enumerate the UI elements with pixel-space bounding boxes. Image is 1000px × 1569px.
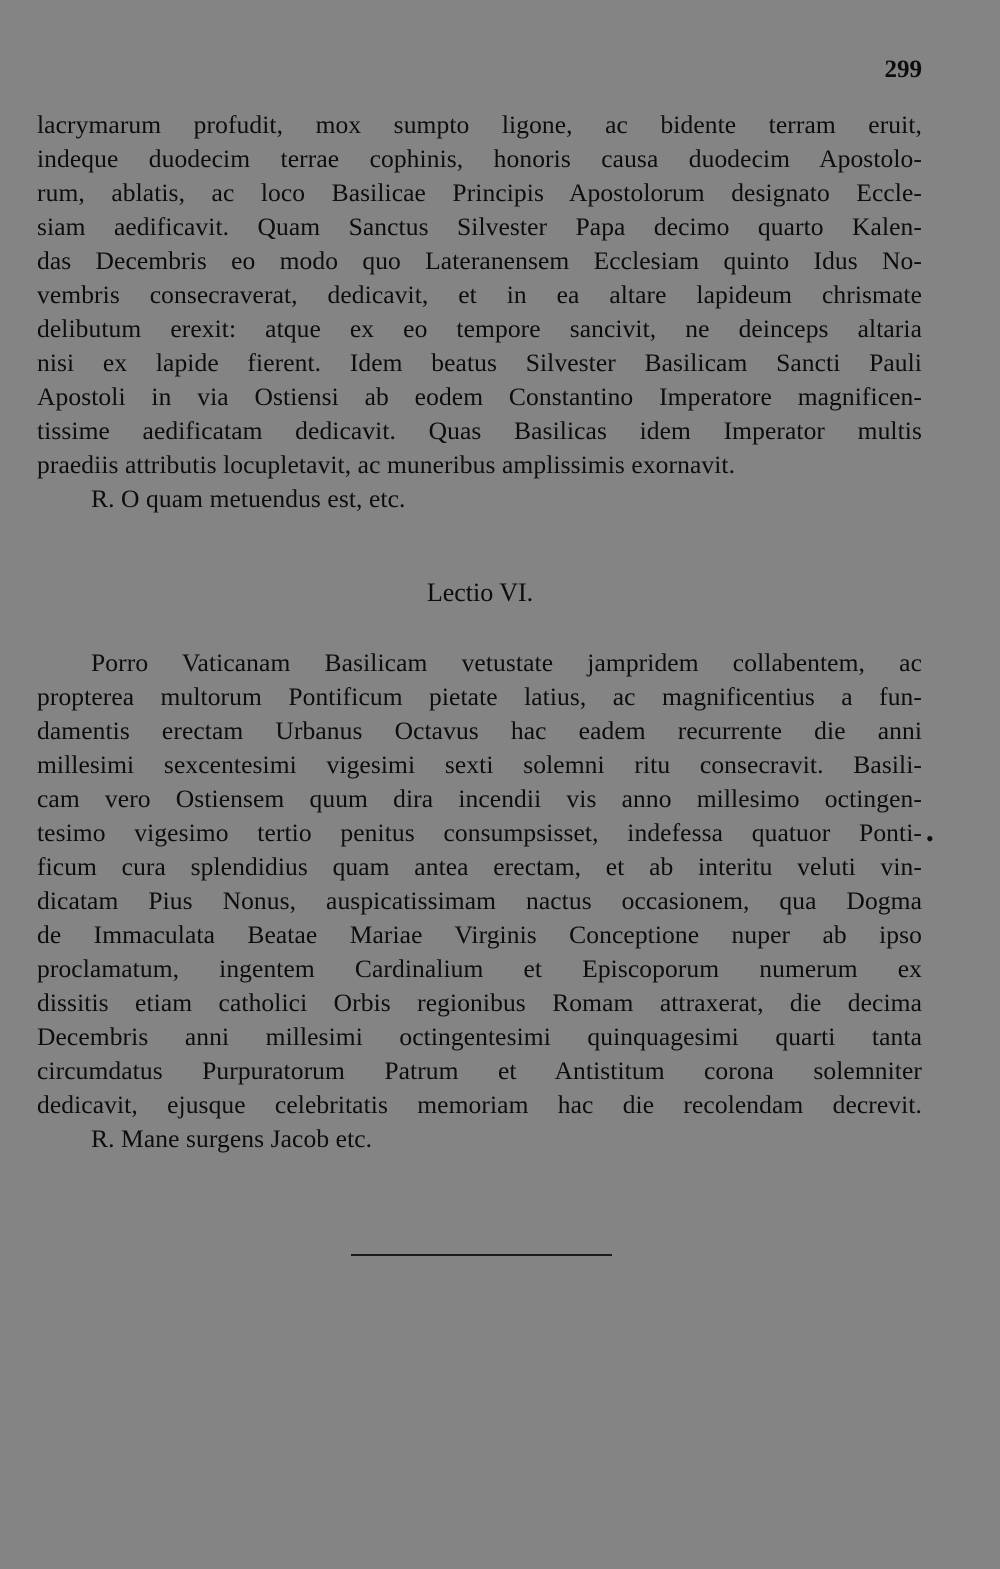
text-line: Decembris anni millesimi octingentesimi quinquagesimi quarti tanta	[37, 1022, 922, 1051]
text-line: Porro Vaticanam Basilicam vetustate jampridem collabentem, ac	[91, 648, 922, 677]
text-line: cam vero Ostiensem quum dira incendii vis anno millesimo octingen-	[37, 784, 922, 813]
responsory: R. Mane surgens Jacob etc.	[91, 1124, 373, 1153]
text-line: tissime aedificatam dedicavit. Quas Basilicas idem Imperator multis	[37, 416, 922, 445]
text-line: millesimi sexcentesimi vigesimi sexti solemni ritu consecravit. Basili-	[37, 750, 922, 779]
text-line: indeque duodecim terrae cophinis, honoris causa duodecim Apostolo-	[37, 144, 922, 173]
text-line: circumdatus Purpuratorum Patrum et Antistitum corona solemniter	[37, 1056, 922, 1085]
lesson-vi-text	[37, 646, 922, 1156]
text-line: Apostoli in via Ostiensi ab eodem Constantino Imperatore magnificen-	[37, 382, 922, 411]
text-line: siam aedificavit. Quam Sanctus Silvester Papa decimo quarto Kalen-	[37, 212, 922, 241]
text-line: proclamatum, ingentem Cardinalium et Episcoporum numerum ex	[37, 954, 922, 983]
responsory: R. O quam metuendus est, etc.	[91, 484, 406, 513]
lesson-v-text	[37, 108, 922, 516]
text-line: damentis erectam Urbanus Octavus hac eadem recurrente die anni	[37, 716, 922, 745]
text-line: vembris consecraverat, dedicavit, et in ea altare lapideum chrismate	[37, 280, 922, 309]
page-number: 299	[884, 56, 922, 83]
text-line: nisi ex lapide fierent. Idem beatus Silvester Basilicam Sancti Pauli	[37, 348, 922, 377]
text-line: delibutum erexit: atque ex eo tempore sancivit, ne deinceps altaria	[37, 314, 922, 343]
text-line: tesimo vigesimo tertio penitus consumpsisset, indefessa quatuor Ponti-	[37, 818, 922, 847]
text-line: dedicavit, ejusque celebritatis memoriam hac die recolendam decrevit.	[37, 1090, 922, 1119]
text-line: lacrymarum profudit, mox sumpto ligone, ac bidente terram eruit,	[37, 110, 922, 139]
section-heading: Lectio VI.	[426, 578, 534, 607]
text-line: praediis attributis locupletavit, ac muneribus amplissimis exornavit.	[37, 450, 736, 479]
text-line: propterea multorum Pontificum pietate latius, ac magnificentius a fun-	[37, 682, 922, 711]
text-line: ficum cura splendidius quam antea erectam, et ab interitu veluti vin-	[37, 852, 922, 881]
end-rule	[351, 1254, 612, 1256]
text-line: dissitis etiam catholici Orbis regionibus Romam attraxerat, die decima	[37, 988, 922, 1017]
text-line: dicatam Pius Nonus, auspicatissimam nactus occasionem, qua Dogma	[37, 886, 922, 915]
text-line: rum, ablatis, ac loco Basilicae Principis Apostolorum designato Eccle-	[37, 178, 922, 207]
print-speck-mark: •	[926, 826, 934, 851]
text-line: de Immaculata Beatae Mariae Virginis Conceptione nuper ab ipso	[37, 920, 922, 949]
text-line: das Decembris eo modo quo Lateranensem Ecclesiam quinto Idus No-	[37, 246, 922, 275]
